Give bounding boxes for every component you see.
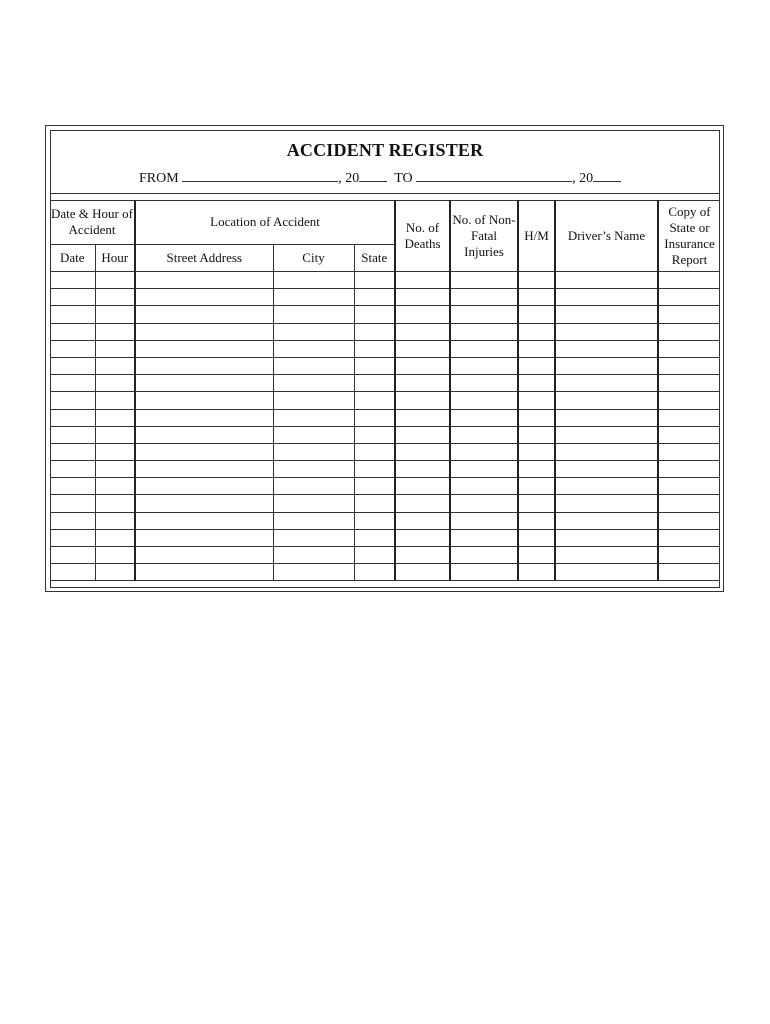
cell-copy-report[interactable] (658, 306, 720, 323)
table-row (50, 495, 720, 512)
cell-deaths[interactable] (395, 357, 450, 374)
cell-city[interactable] (273, 392, 354, 409)
cell-copy-report[interactable] (658, 495, 720, 512)
cell-driver-name[interactable] (555, 529, 658, 546)
cell-deaths[interactable] (395, 272, 450, 289)
cell-hour[interactable] (95, 323, 135, 340)
cell-hm[interactable] (518, 409, 555, 426)
cell-copy-report[interactable] (658, 443, 720, 460)
cell-state[interactable] (354, 409, 395, 426)
cell-hour[interactable] (95, 340, 135, 357)
cell-driver-name[interactable] (555, 426, 658, 443)
table-row (50, 564, 720, 581)
cell-city[interactable] (273, 512, 354, 529)
cell-driver-name[interactable] (555, 547, 658, 564)
cell-date[interactable] (50, 426, 95, 443)
cell-hm[interactable] (518, 529, 555, 546)
cell-copy-report[interactable] (658, 547, 720, 564)
cell-injuries[interactable] (450, 512, 518, 529)
cell-injuries[interactable] (450, 495, 518, 512)
register-body (50, 272, 720, 581)
cell-injuries[interactable] (450, 392, 518, 409)
from-label: FROM (139, 171, 179, 186)
cell-city[interactable] (273, 495, 354, 512)
cell-city[interactable] (273, 340, 354, 357)
cell-hm[interactable] (518, 323, 555, 340)
header-street: Street Address (135, 245, 273, 272)
from-year-blank[interactable] (359, 169, 387, 182)
to-label: TO (394, 171, 413, 186)
cell-driver-name[interactable] (555, 272, 658, 289)
form-title: ACCIDENT REGISTER (286, 140, 484, 160)
cell-state[interactable] (354, 512, 395, 529)
cell-street-address[interactable] (135, 375, 273, 392)
from-date-blank[interactable] (182, 169, 338, 182)
cell-city[interactable] (273, 478, 354, 495)
header-date: Date (50, 245, 95, 272)
cell-state[interactable] (354, 323, 395, 340)
cell-hm[interactable] (518, 564, 555, 581)
cell-deaths[interactable] (395, 478, 450, 495)
cell-state[interactable] (354, 272, 395, 289)
cell-injuries[interactable] (450, 426, 518, 443)
cell-hm[interactable] (518, 289, 555, 306)
cell-hour[interactable] (95, 529, 135, 546)
cell-street-address[interactable] (135, 323, 273, 340)
cell-state[interactable] (354, 478, 395, 495)
cell-deaths[interactable] (395, 443, 450, 460)
cell-hour[interactable] (95, 461, 135, 478)
cell-street-address[interactable] (135, 426, 273, 443)
header-location: Location of Accident (135, 200, 395, 245)
cell-hour[interactable] (95, 443, 135, 460)
cell-deaths[interactable] (395, 529, 450, 546)
cell-injuries[interactable] (450, 306, 518, 323)
cell-hour[interactable] (95, 495, 135, 512)
cell-street-address[interactable] (135, 289, 273, 306)
cell-injuries[interactable] (450, 547, 518, 564)
cell-city[interactable] (273, 443, 354, 460)
cell-hour[interactable] (95, 272, 135, 289)
cell-driver-name[interactable] (555, 495, 658, 512)
cell-driver-name[interactable] (555, 443, 658, 460)
header-deaths: No. of Deaths (395, 200, 450, 272)
cell-street-address[interactable] (135, 357, 273, 374)
cell-state[interactable] (354, 426, 395, 443)
cell-street-address[interactable] (135, 564, 273, 581)
cell-state[interactable] (354, 289, 395, 306)
cell-state[interactable] (354, 547, 395, 564)
cell-date[interactable] (50, 392, 95, 409)
cell-date[interactable] (50, 375, 95, 392)
cell-hour[interactable] (95, 306, 135, 323)
cell-copy-report[interactable] (658, 289, 720, 306)
table-row (50, 375, 720, 392)
cell-city[interactable] (273, 375, 354, 392)
cell-copy-report[interactable] (658, 323, 720, 340)
cell-city[interactable] (273, 357, 354, 374)
cell-hour[interactable] (95, 547, 135, 564)
cell-hm[interactable] (518, 357, 555, 374)
cell-date[interactable] (50, 495, 95, 512)
cell-hour[interactable] (95, 426, 135, 443)
header-date-hour: Date & Hour of Accident (50, 200, 135, 245)
cell-hm[interactable] (518, 512, 555, 529)
table-row (50, 547, 720, 564)
cell-date[interactable] (50, 340, 95, 357)
cell-hm[interactable] (518, 306, 555, 323)
cell-city[interactable] (273, 547, 354, 564)
table-row (50, 357, 720, 374)
cell-injuries[interactable] (450, 409, 518, 426)
cell-date[interactable] (50, 357, 95, 374)
cell-date[interactable] (50, 478, 95, 495)
cell-hm[interactable] (518, 443, 555, 460)
cell-hour[interactable] (95, 478, 135, 495)
cell-hour[interactable] (95, 512, 135, 529)
cell-injuries[interactable] (450, 375, 518, 392)
cell-driver-name[interactable] (555, 461, 658, 478)
cell-state[interactable] (354, 564, 395, 581)
table-row (50, 392, 720, 409)
cell-copy-report[interactable] (658, 357, 720, 374)
cell-street-address[interactable] (135, 340, 273, 357)
cell-driver-name[interactable] (555, 323, 658, 340)
cell-street-address[interactable] (135, 512, 273, 529)
cell-hour[interactable] (95, 564, 135, 581)
table-row (50, 289, 720, 306)
cell-street-address[interactable] (135, 392, 273, 409)
accident-register-table (50, 200, 720, 581)
cell-hm[interactable] (518, 495, 555, 512)
cell-state[interactable] (354, 461, 395, 478)
cell-state[interactable] (354, 340, 395, 357)
cell-deaths[interactable] (395, 426, 450, 443)
cell-city[interactable] (273, 564, 354, 581)
cell-copy-report[interactable] (658, 512, 720, 529)
table-row (50, 323, 720, 340)
cell-date[interactable] (50, 409, 95, 426)
cell-driver-name[interactable] (555, 375, 658, 392)
header-hm: H/M (518, 200, 555, 272)
cell-copy-report[interactable] (658, 340, 720, 357)
table-row (50, 340, 720, 357)
to-date-blank[interactable] (416, 169, 572, 182)
cell-driver-name[interactable] (555, 392, 658, 409)
cell-city[interactable] (273, 289, 354, 306)
cell-deaths[interactable] (395, 289, 450, 306)
cell-date[interactable] (50, 461, 95, 478)
cell-street-address[interactable] (135, 495, 273, 512)
cell-city[interactable] (273, 529, 354, 546)
cell-state[interactable] (354, 529, 395, 546)
cell-date[interactable] (50, 547, 95, 564)
cell-date[interactable] (50, 306, 95, 323)
date-range-line (139, 169, 621, 187)
cell-street-address[interactable] (135, 478, 273, 495)
cell-hour[interactable] (95, 357, 135, 374)
cell-copy-report[interactable] (658, 461, 720, 478)
cell-date[interactable] (50, 323, 95, 340)
cell-driver-name[interactable] (555, 564, 658, 581)
cell-deaths[interactable] (395, 547, 450, 564)
cell-injuries[interactable] (450, 357, 518, 374)
cell-city[interactable] (273, 306, 354, 323)
cell-deaths[interactable] (395, 512, 450, 529)
cell-injuries[interactable] (450, 461, 518, 478)
cell-hm[interactable] (518, 547, 555, 564)
cell-deaths[interactable] (395, 392, 450, 409)
cell-hour[interactable] (95, 409, 135, 426)
cell-injuries[interactable] (450, 289, 518, 306)
table-row (50, 461, 720, 478)
cell-hm[interactable] (518, 375, 555, 392)
cell-state[interactable] (354, 392, 395, 409)
header-state: State (354, 245, 395, 272)
cell-copy-report[interactable] (658, 478, 720, 495)
header-copy-report: Copy of State or Insurance Report (658, 200, 720, 272)
table-row (50, 512, 720, 529)
cell-state[interactable] (354, 375, 395, 392)
cell-date[interactable] (50, 529, 95, 546)
cell-street-address[interactable] (135, 443, 273, 460)
cell-date[interactable] (50, 443, 95, 460)
cell-deaths[interactable] (395, 375, 450, 392)
cell-state[interactable] (354, 443, 395, 460)
cell-deaths[interactable] (395, 461, 450, 478)
cell-deaths[interactable] (395, 564, 450, 581)
cell-injuries[interactable] (450, 478, 518, 495)
form-header (50, 130, 720, 196)
cell-date[interactable] (50, 512, 95, 529)
cell-copy-report[interactable] (658, 409, 720, 426)
cell-injuries[interactable] (450, 272, 518, 289)
cell-hm[interactable] (518, 340, 555, 357)
cell-copy-report[interactable] (658, 392, 720, 409)
cell-hour[interactable] (95, 289, 135, 306)
cell-street-address[interactable] (135, 272, 273, 289)
cell-copy-report[interactable] (658, 375, 720, 392)
cell-street-address[interactable] (135, 306, 273, 323)
cell-state[interactable] (354, 357, 395, 374)
cell-hour[interactable] (95, 392, 135, 409)
cell-driver-name[interactable] (555, 409, 658, 426)
cell-driver-name[interactable] (555, 289, 658, 306)
cell-city[interactable] (273, 409, 354, 426)
header-driver: Driver’s Name (555, 200, 658, 272)
cell-hm[interactable] (518, 392, 555, 409)
cell-state[interactable] (354, 306, 395, 323)
cell-street-address[interactable] (135, 529, 273, 546)
cell-driver-name[interactable] (555, 306, 658, 323)
table-row (50, 443, 720, 460)
cell-deaths[interactable] (395, 323, 450, 340)
cell-city[interactable] (273, 272, 354, 289)
cell-deaths[interactable] (395, 495, 450, 512)
cell-copy-report[interactable] (658, 272, 720, 289)
cell-driver-name[interactable] (555, 340, 658, 357)
cell-copy-report[interactable] (658, 426, 720, 443)
to-year-blank[interactable] (593, 169, 621, 182)
cell-driver-name[interactable] (555, 357, 658, 374)
cell-date[interactable] (50, 564, 95, 581)
cell-deaths[interactable] (395, 409, 450, 426)
cell-injuries[interactable] (450, 564, 518, 581)
from-year-prefix: , 20 (338, 171, 360, 186)
cell-city[interactable] (273, 461, 354, 478)
cell-hm[interactable] (518, 426, 555, 443)
table-row (50, 426, 720, 443)
cell-city[interactable] (273, 426, 354, 443)
cell-street-address[interactable] (135, 409, 273, 426)
table-row (50, 306, 720, 323)
header-injuries: No. of Non-Fatal Injuries (450, 200, 518, 272)
cell-driver-name[interactable] (555, 512, 658, 529)
cell-hm[interactable] (518, 461, 555, 478)
cell-copy-report[interactable] (658, 529, 720, 546)
cell-deaths[interactable] (395, 306, 450, 323)
header-city: City (273, 245, 354, 272)
cell-copy-report[interactable] (658, 564, 720, 581)
table-row (50, 272, 720, 289)
cell-date[interactable] (50, 289, 95, 306)
cell-injuries[interactable] (450, 443, 518, 460)
cell-injuries[interactable] (450, 340, 518, 357)
to-year-prefix: , 20 (572, 171, 594, 186)
cell-hm[interactable] (518, 478, 555, 495)
cell-injuries[interactable] (450, 323, 518, 340)
cell-state[interactable] (354, 495, 395, 512)
table-row (50, 529, 720, 546)
header-hour: Hour (95, 245, 135, 272)
cell-city[interactable] (273, 323, 354, 340)
cell-street-address[interactable] (135, 547, 273, 564)
cell-injuries[interactable] (450, 529, 518, 546)
cell-date[interactable] (50, 272, 95, 289)
cell-hm[interactable] (518, 272, 555, 289)
table-row (50, 409, 720, 426)
table-row (50, 478, 720, 495)
cell-deaths[interactable] (395, 340, 450, 357)
cell-street-address[interactable] (135, 461, 273, 478)
cell-driver-name[interactable] (555, 478, 658, 495)
cell-hour[interactable] (95, 375, 135, 392)
